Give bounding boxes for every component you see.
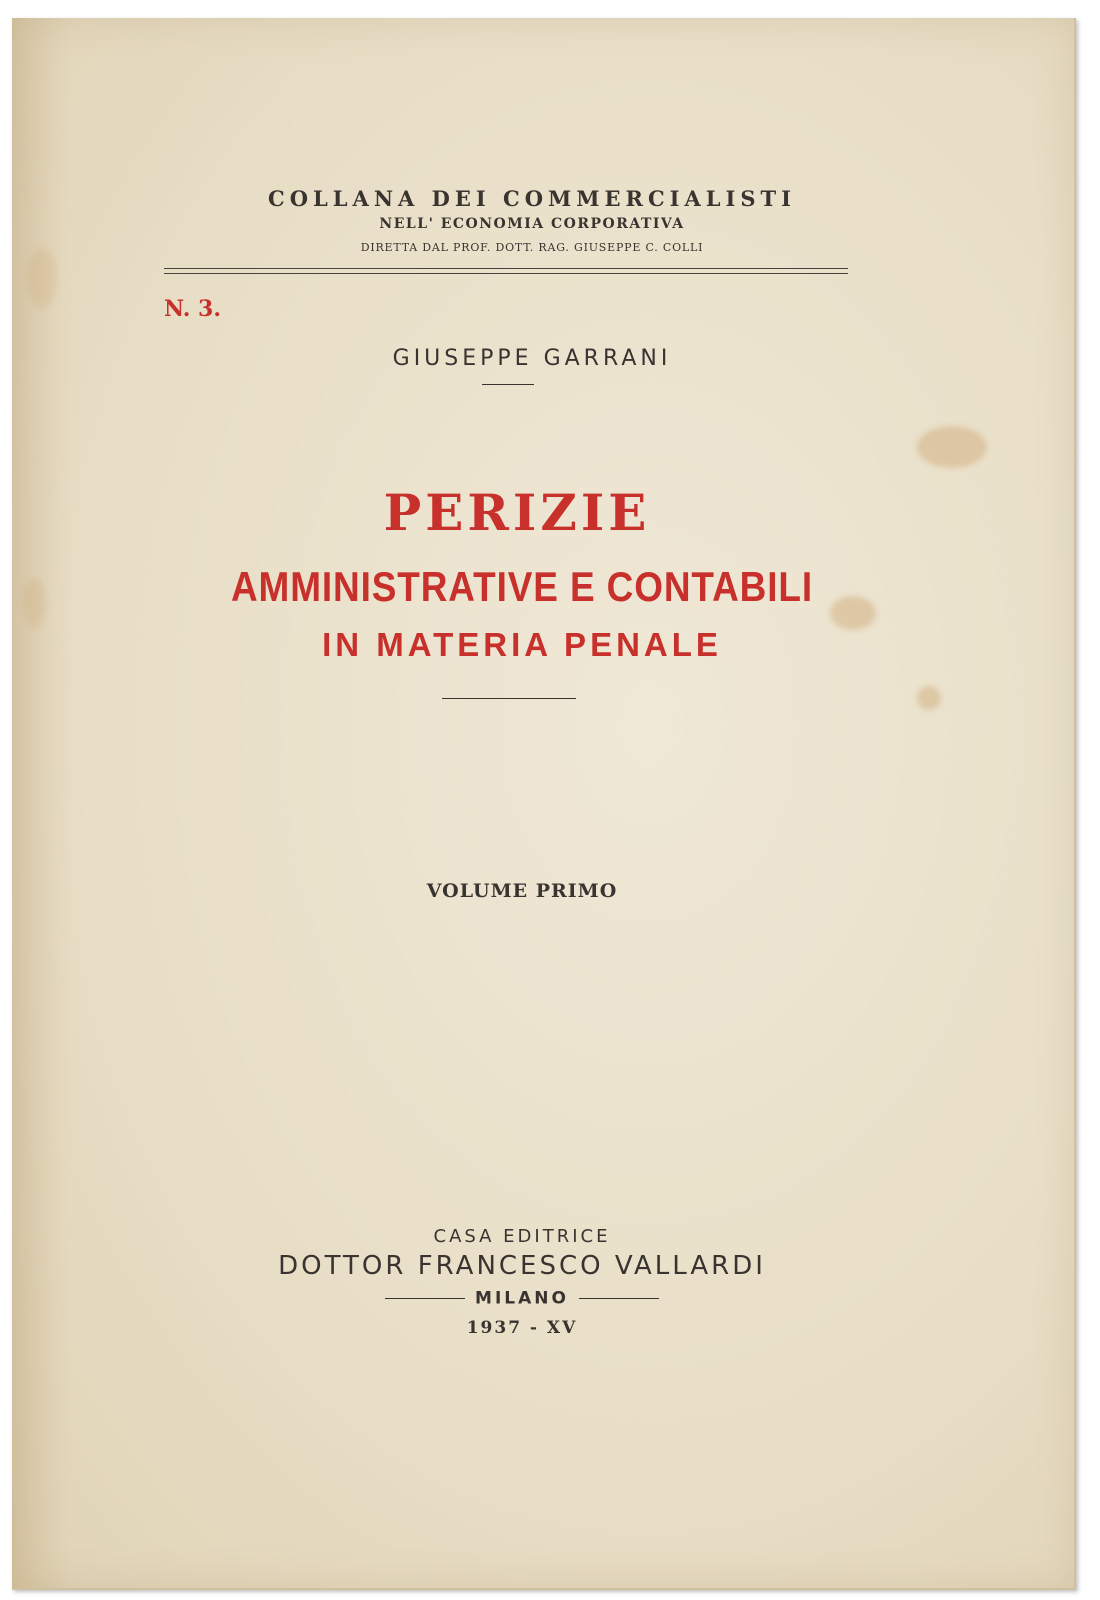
header-double-rule (164, 268, 848, 274)
book-title-line-2: AMMINISTRATIVE E CONTABILI (230, 563, 814, 610)
stain-mark (917, 426, 987, 468)
stain-mark (917, 686, 941, 710)
series-editor: DIRETTA DAL PROF. DOTT. RAG. GIUSEPPE C. COLLI (360, 241, 704, 254)
title-rule (442, 698, 576, 699)
publisher-city-row (12, 1288, 1032, 1309)
city-left-dash (385, 1298, 465, 1299)
publication-year: 1937 - XV (466, 1318, 578, 1338)
stain-mark (27, 248, 57, 308)
book-title: PERIZIE (383, 483, 651, 542)
volume-label: VOLUME PRIMO (426, 880, 618, 902)
book-cover (12, 18, 1076, 1590)
series-subtitle: NELL' ECONOMIA CORPORATIVA (379, 216, 685, 232)
author-name: GIUSEPPE GARRANI (392, 346, 672, 371)
series-number: N. 3. (164, 296, 221, 322)
stain-mark (22, 578, 46, 628)
publisher-name: DOTTOR FRANCESCO VALLARDI (278, 1251, 766, 1281)
publisher-city: MILANO (475, 1288, 569, 1309)
series-title: COLLANA DEI COMMERCIALISTI (268, 186, 796, 211)
book-title-line-3: IN MATERIA PENALE (322, 626, 722, 663)
author-rule (482, 384, 534, 385)
publisher-label: CASA EDITRICE (433, 1226, 611, 1247)
city-right-dash (579, 1298, 659, 1299)
